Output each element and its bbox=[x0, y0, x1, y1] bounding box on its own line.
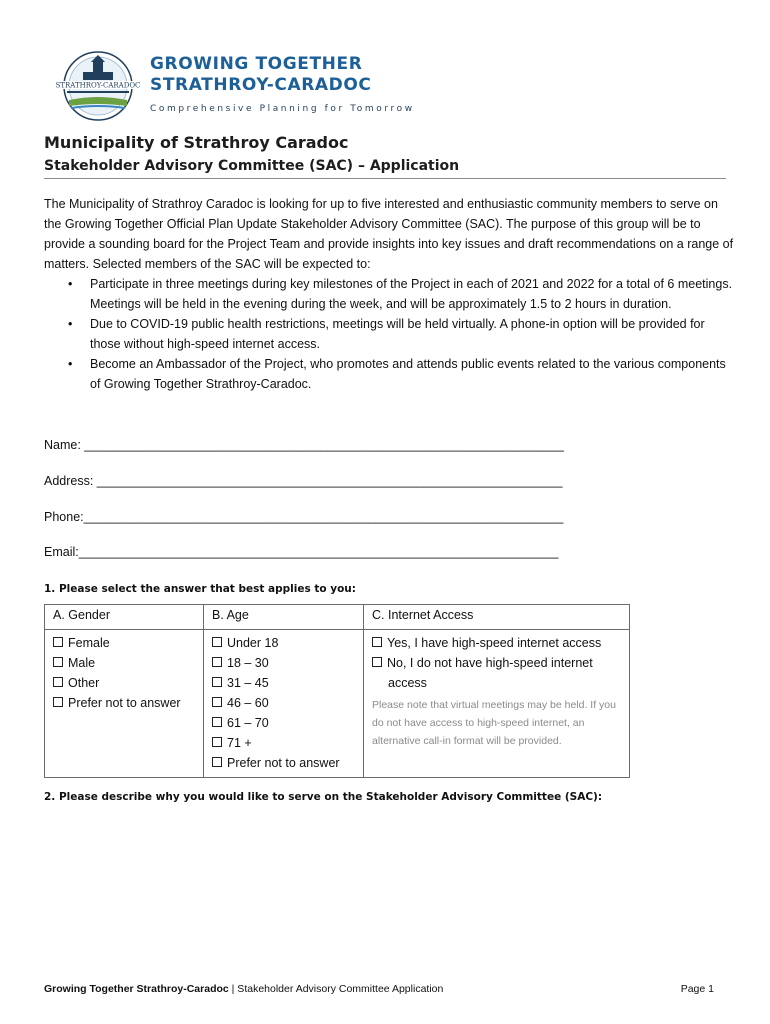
municipality-seal-logo bbox=[55, 50, 141, 122]
option-label: 46 – 60 bbox=[227, 696, 269, 710]
option-label: Prefer not to answer bbox=[68, 696, 181, 710]
gender-option-male[interactable] bbox=[53, 653, 194, 673]
option-label: Yes, I have high-speed internet access bbox=[387, 636, 602, 650]
checkbox-icon[interactable] bbox=[212, 737, 222, 747]
internet-option-no-continued: access bbox=[388, 676, 427, 690]
age-header: B. Age bbox=[204, 605, 364, 630]
gender-option-prefer-not[interactable] bbox=[53, 693, 194, 713]
option-label: Other bbox=[68, 676, 100, 690]
internet-options bbox=[364, 630, 630, 778]
checkbox-icon[interactable] bbox=[212, 677, 222, 687]
internet-header: C. Internet Access bbox=[364, 605, 630, 630]
internet-note: Please note that virtual meetings may be held. If you do not have access to high-speed internet, an alternative call-in format will be provided. bbox=[372, 699, 616, 747]
age-option-prefer-not[interactable] bbox=[212, 753, 354, 773]
question-1-label: 1. Please select the answer that best applies to you: bbox=[44, 583, 356, 595]
footer-brand: Growing Together Strathroy-Caradoc bbox=[44, 983, 229, 995]
checkbox-icon[interactable] bbox=[53, 697, 63, 707]
footer-left bbox=[44, 983, 443, 995]
intro-section bbox=[44, 194, 734, 394]
page-number: Page 1 bbox=[680, 983, 714, 995]
question-2-label: 2. Please describe why you would like to serve on the Stakeholder Advisory Committee (SAC): bbox=[44, 791, 603, 803]
page-subtitle: Stakeholder Advisory Committee (SAC) – Application bbox=[44, 158, 460, 174]
option-label: No, I do not have high-speed internet bbox=[387, 656, 593, 670]
list-item-text: Participate in three meetings during key milestones of the Project in each of 2021 and 2022 for a total of 6 meetings. Meetings will be held in the evening during the week, and will be approximately 1.5 to 2 hours in duration. bbox=[90, 277, 733, 311]
footer-doc-name: | Stakeholder Advisory Committee Application bbox=[228, 983, 444, 995]
list-item-text: Become an Ambassador of the Project, who promotes and attends public events related to the various components of Growing Together Strathroy-Caradoc. bbox=[90, 357, 726, 391]
brand-line-2: STRATHROY-CARADOC bbox=[150, 75, 372, 95]
bullet-icon: • bbox=[68, 317, 73, 331]
option-label: 71 + bbox=[227, 736, 252, 750]
page-title: Municipality of Strathroy Caradoc bbox=[44, 133, 349, 152]
checkbox-icon[interactable] bbox=[212, 697, 222, 707]
age-option-31-45[interactable] bbox=[212, 673, 354, 693]
internet-option-no[interactable] bbox=[372, 653, 620, 673]
checkbox-icon[interactable] bbox=[212, 657, 222, 667]
brand-block bbox=[150, 54, 415, 114]
option-label: Male bbox=[68, 656, 96, 670]
name-field[interactable]: Name: _____________________________________________________________________ bbox=[44, 438, 564, 452]
option-label: Prefer not to answer bbox=[227, 756, 340, 770]
demographics-table bbox=[44, 604, 630, 778]
brand-line-1: GROWING TOGETHER bbox=[150, 54, 363, 74]
brand-tagline: Comprehensive Planning for Tomorrow bbox=[150, 104, 415, 114]
age-option-61-70[interactable] bbox=[212, 713, 354, 733]
list-item-text: Due to COVID-19 public health restrictions, meetings will be held virtually. A phone-in option will be provided for those without high-speed internet access. bbox=[90, 317, 705, 351]
list-item bbox=[44, 274, 734, 314]
expectations-list bbox=[44, 274, 734, 394]
option-label: 61 – 70 bbox=[227, 716, 269, 730]
option-label: 18 – 30 bbox=[227, 656, 269, 670]
gender-options bbox=[45, 630, 204, 778]
checkbox-icon[interactable] bbox=[212, 757, 222, 767]
age-option-18-30[interactable] bbox=[212, 653, 354, 673]
age-option-46-60[interactable] bbox=[212, 693, 354, 713]
email-field[interactable]: Email:_____________________________________________________________________ bbox=[44, 545, 559, 559]
seal-text: STRATHROY-CARADOC bbox=[55, 81, 141, 90]
option-label: Female bbox=[68, 636, 110, 650]
bullet-icon: • bbox=[68, 277, 73, 291]
age-option-under-18[interactable] bbox=[212, 633, 354, 653]
internet-option-yes[interactable] bbox=[372, 633, 620, 653]
checkbox-icon[interactable] bbox=[53, 637, 63, 647]
option-label: Under 18 bbox=[227, 636, 279, 650]
gender-header: A. Gender bbox=[45, 605, 204, 630]
list-item bbox=[44, 314, 734, 354]
checkbox-icon[interactable] bbox=[372, 637, 382, 647]
age-options bbox=[204, 630, 364, 778]
option-label: 31 – 45 bbox=[227, 676, 269, 690]
heading-divider bbox=[44, 178, 726, 179]
checkbox-icon[interactable] bbox=[372, 657, 382, 667]
checkbox-icon[interactable] bbox=[53, 657, 63, 667]
phone-field[interactable]: Phone:_____________________________________________________________________ bbox=[44, 510, 564, 524]
checkbox-icon[interactable] bbox=[212, 637, 222, 647]
checkbox-icon[interactable] bbox=[53, 677, 63, 687]
list-item bbox=[44, 354, 734, 394]
bullet-icon: • bbox=[68, 357, 73, 371]
intro-paragraph: The Municipality of Strathroy Caradoc is looking for up to five interested and enthusiastic community members to serve on the Growing Together Official Plan Update Stakeholder Advisory Committee (SAC). The purpose of this group will be to provide a sounding board for the Project Team and provide insights into key issues and draft recommendations on a range of matters. Selected members of the SAC will be expected to: bbox=[44, 197, 734, 271]
gender-option-female[interactable] bbox=[53, 633, 194, 653]
address-field[interactable]: Address: ___________________________________________________________________ bbox=[44, 474, 563, 488]
checkbox-icon[interactable] bbox=[212, 717, 222, 727]
gender-option-other[interactable] bbox=[53, 673, 194, 693]
age-option-71-plus[interactable] bbox=[212, 733, 354, 753]
